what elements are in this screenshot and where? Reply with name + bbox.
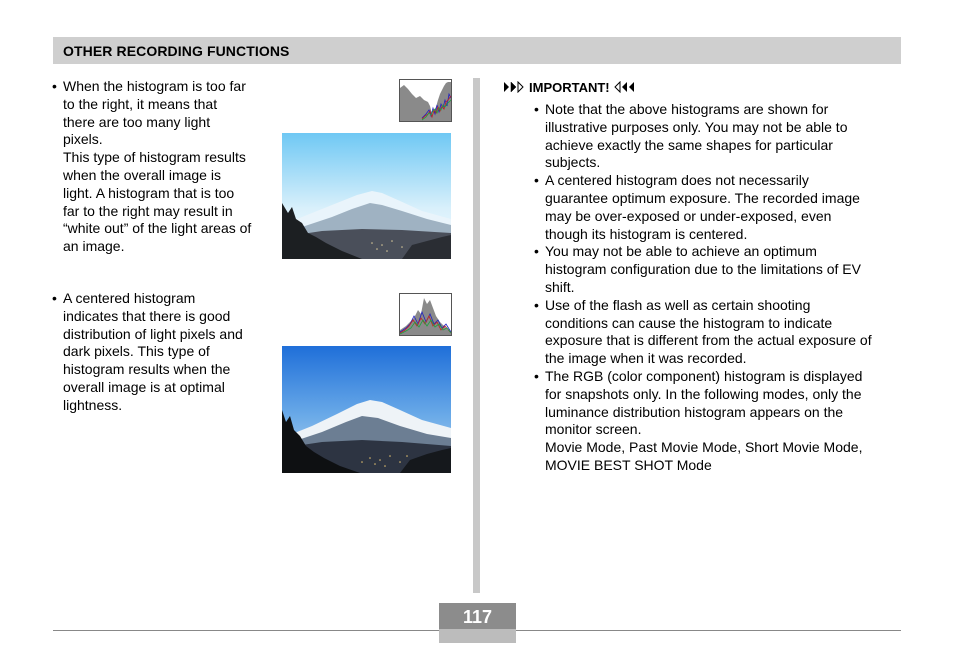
bullet-dot: •: [534, 172, 539, 189]
bullet-dot: •: [534, 101, 539, 117]
text-line: when the overall image is: [63, 166, 221, 183]
text-line: subjects.: [545, 154, 601, 171]
text-line: though its histogram is centered.: [545, 225, 748, 242]
bullet-dot: •: [52, 78, 57, 94]
text-line: MOVIE BEST SHOT Mode: [545, 456, 712, 473]
text-line: conditions can cause the histogram to indicate: [545, 314, 833, 331]
column-divider: [473, 78, 480, 593]
list-item: [534, 243, 901, 296]
bullet-light-histogram: [52, 78, 278, 256]
important-heading: [503, 78, 636, 96]
text-line: pixels.: [63, 131, 103, 148]
text-line: exposure that is different from the actual exposure of: [545, 332, 872, 349]
text-line: luminance distribution histogram appears on the: [545, 403, 844, 420]
text-line: The RGB (color component) histogram is displayed: [545, 367, 863, 384]
section-header: [53, 37, 901, 64]
text-line: A centered histogram does not necessarily: [545, 172, 809, 189]
page-number: 117: [462, 607, 493, 627]
text-line: far to the right may result in: [63, 202, 233, 219]
list-item: [534, 101, 901, 172]
text-line: Use of the flash as well as certain shooting: [545, 296, 811, 313]
bullet-dot: •: [52, 290, 57, 306]
text-line: light. A histogram that is too: [63, 184, 235, 201]
bullet-centered-text: [63, 290, 278, 415]
text-line: When the histogram is too far: [63, 78, 246, 94]
page-number-badge: [439, 603, 516, 643]
mountain-photo-optimal: [282, 346, 451, 473]
histogram-light-image: [399, 79, 452, 122]
text-line: an image.: [63, 238, 125, 255]
text-line: the image when it was recorded.: [545, 350, 747, 367]
text-line: histogram results when the: [63, 361, 231, 378]
text-line: This type of histogram results: [63, 149, 246, 166]
text-line: distribution of light pixels and: [63, 325, 243, 342]
text-line: Note that the above histograms are shown for: [545, 101, 829, 117]
bullet-dot: •: [534, 296, 539, 313]
bullet-light-text: [63, 78, 278, 256]
text-line: to the right, it means that: [63, 95, 218, 112]
text-line: lightness.: [63, 396, 123, 413]
histogram-centered-image: [399, 293, 452, 336]
text-line: indicates that there is good: [63, 307, 231, 324]
mountain-photo-light: [282, 133, 451, 259]
text-line: A centered histogram: [63, 290, 196, 306]
text-line: illustrative purposes only. You may not be able to: [545, 118, 848, 135]
list-item: [534, 296, 901, 368]
important-list: [534, 101, 901, 475]
bullet-centered-histogram: [52, 290, 278, 415]
text-line: for snapshots only. In the following modes, only the: [545, 385, 862, 402]
text-line: achieve exactly the same shapes for particular: [545, 136, 833, 153]
text-line: You may not be able to achieve an optimum: [545, 243, 817, 260]
bullet-dot: •: [534, 243, 539, 260]
arrow-right-icon: [503, 81, 525, 93]
text-line: monitor screen.: [545, 421, 642, 438]
text-line: shift.: [545, 278, 575, 295]
text-line: guarantee optimum exposure. The recorded image: [545, 189, 860, 206]
text-line: histogram configuration due to the limitations of EV: [545, 261, 861, 278]
list-item: [534, 172, 901, 243]
arrow-left-icon: [614, 81, 636, 93]
text-line: “white out” of the light areas of: [63, 220, 252, 237]
section-title: OTHER RECORDING FUNCTIONS: [63, 43, 290, 59]
important-label: IMPORTANT!: [529, 79, 610, 95]
text-line: Movie Mode, Past Movie Mode, Short Movie Mode,: [545, 439, 863, 456]
text-line: overall image is at optimal: [63, 378, 225, 395]
list-item: [534, 367, 901, 475]
bullet-dot: •: [534, 367, 539, 384]
text-line: dark pixels. This type of: [63, 343, 210, 360]
text-line: there are too many light: [63, 113, 211, 130]
text-line: may be over-exposed or under-exposed, even: [545, 207, 832, 224]
